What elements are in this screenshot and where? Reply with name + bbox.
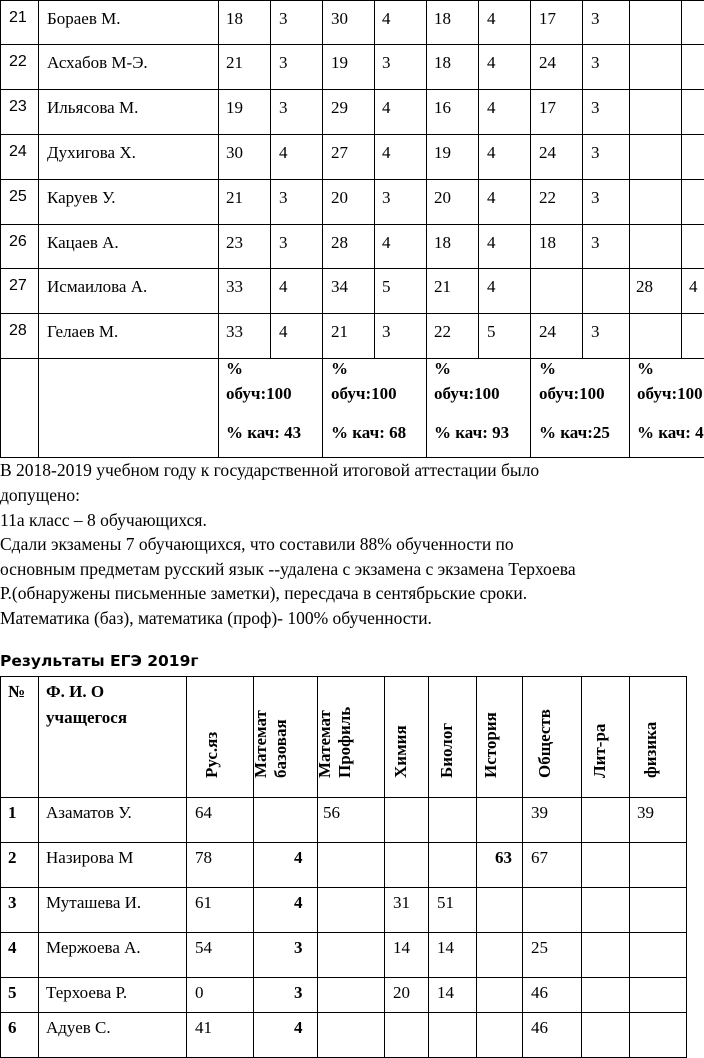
- exam-score: 67: [531, 848, 548, 867]
- score-cell: 18: [539, 233, 556, 252]
- row-number: 26: [9, 233, 27, 250]
- score-cell: 3: [279, 53, 288, 72]
- table-rule: [581, 676, 582, 1058]
- exam-score: 14: [437, 938, 454, 957]
- subject-header: Обществ: [535, 709, 554, 778]
- subject-header: История: [481, 712, 500, 778]
- table-rule: [384, 676, 385, 1058]
- row-number: 2: [8, 848, 17, 867]
- row-number: 22: [9, 53, 27, 70]
- score-cell: 19: [226, 98, 243, 117]
- summary-obuch: обуч:100: [331, 384, 397, 403]
- row-number: 1: [8, 803, 17, 822]
- table-rule: [629, 0, 630, 457]
- table-rule: [186, 676, 187, 1058]
- row-number: 6: [8, 1018, 17, 1037]
- subject-header: Математ: [315, 710, 334, 778]
- paragraph-line: основным предметам русский язык --удалена с экзамена с экзамена Терхоева: [0, 559, 576, 579]
- table-rule: [0, 268, 704, 269]
- score-cell: 29: [331, 98, 348, 117]
- exam-score: 4: [294, 893, 303, 912]
- subject-header: Химия: [391, 725, 410, 778]
- exam-score: 31: [393, 893, 410, 912]
- table-rule: [0, 1012, 686, 1013]
- score-cell: 3: [279, 9, 288, 28]
- row-number: 3: [8, 893, 17, 912]
- table-rule: [38, 676, 39, 1058]
- student-name: Терхоева Р.: [46, 983, 128, 1002]
- row-number: 23: [9, 98, 27, 115]
- student-name: Муташева И.: [46, 893, 142, 912]
- summary-quality: % кач: 4: [637, 423, 704, 442]
- summary-quality: % кач: 43: [226, 423, 302, 442]
- table-rule: [0, 0, 1, 457]
- table-rule: [218, 0, 219, 457]
- score-cell: 5: [382, 277, 391, 296]
- summary-percent: %: [331, 359, 348, 378]
- paragraph-line: Сдали экзамены 7 обучающихся, что составили 88% обученности по: [0, 534, 514, 554]
- score-cell: 3: [591, 322, 600, 341]
- student-name: Каруев У.: [47, 188, 116, 207]
- table-rule: [522, 676, 523, 1058]
- score-cell: 20: [331, 188, 348, 207]
- exam-score: 46: [531, 1018, 548, 1037]
- row-number: 4: [8, 938, 17, 957]
- student-name: Мержоева А.: [46, 938, 141, 957]
- score-cell: 4: [382, 233, 391, 252]
- exam-score: 14: [393, 938, 410, 957]
- score-cell: 4: [487, 277, 496, 296]
- summary-quality: % кач: 93: [434, 423, 510, 442]
- summary-quality: % кач:25: [539, 423, 610, 442]
- column-header-name-line2: учащегося: [46, 708, 128, 727]
- score-cell: 21: [331, 322, 348, 341]
- row-number: 24: [9, 143, 27, 160]
- paragraph-line: В 2018-2019 учебном году к государственной итоговой аттестации было: [0, 460, 540, 480]
- score-cell: 30: [226, 143, 243, 162]
- column-header-name: Ф. И. О: [46, 682, 105, 701]
- exam-score: 41: [195, 1018, 212, 1037]
- table-rule: [0, 676, 686, 677]
- score-cell: 3: [591, 188, 600, 207]
- score-cell: 3: [382, 53, 391, 72]
- summary-obuch: обуч:100: [434, 384, 500, 403]
- score-cell: 22: [539, 188, 556, 207]
- table-rule: [0, 179, 704, 180]
- student-name: Исмаилова А.: [47, 277, 148, 296]
- score-cell: 24: [539, 53, 556, 72]
- table-rule: [476, 676, 477, 1058]
- table-rule: [0, 358, 704, 359]
- exam-score: 61: [195, 893, 212, 912]
- score-cell: 4: [279, 277, 288, 296]
- exam-score: 46: [531, 983, 548, 1002]
- summary-percent: %: [539, 359, 556, 378]
- row-number: 21: [9, 9, 27, 26]
- score-cell: 5: [487, 322, 496, 341]
- summary-obuch: обуч:100: [226, 384, 292, 403]
- student-name: Гелаев М.: [47, 322, 119, 341]
- table-rule: [374, 0, 375, 358]
- table-rule: [322, 0, 323, 457]
- score-cell: 18: [434, 233, 451, 252]
- score-cell: 21: [226, 53, 243, 72]
- student-name: Ильясова М.: [47, 98, 139, 117]
- student-name: Кацаев А.: [47, 233, 119, 252]
- score-cell: 23: [226, 233, 243, 252]
- score-cell: 3: [591, 98, 600, 117]
- score-cell: 24: [539, 322, 556, 341]
- table-rule: [0, 224, 704, 225]
- table-rule: [38, 0, 39, 457]
- score-cell: 30: [331, 9, 348, 28]
- exam-score: 0: [195, 983, 204, 1002]
- subject-header: физика: [641, 721, 660, 778]
- paragraph-line: 11а класс – 8 обучающихся.: [0, 510, 207, 530]
- student-name: Асхабов М-Э.: [47, 53, 148, 72]
- table-rule: [0, 313, 704, 314]
- student-name: Духигова Х.: [47, 143, 136, 162]
- score-cell: 3: [591, 233, 600, 252]
- exam-score: 14: [437, 983, 454, 1002]
- paragraph-line: допущено:: [0, 485, 80, 505]
- table-rule: [426, 0, 427, 457]
- paragraph-line: Р.(обнаружены письменные заметки), пересдача в сентябрьские сроки.: [0, 583, 528, 603]
- score-cell: 22: [434, 322, 451, 341]
- table-rule: [0, 797, 686, 798]
- subject-header: Профиль: [335, 706, 354, 778]
- table-rule: [478, 0, 479, 358]
- score-cell: 18: [434, 53, 451, 72]
- exam-score: 39: [531, 803, 548, 822]
- score-cell: 3: [591, 9, 600, 28]
- exam-score: 3: [294, 938, 303, 957]
- table-rule: [270, 0, 271, 358]
- paragraph-line: Математика (баз), математика (проф)- 100% обученности.: [0, 608, 432, 628]
- score-cell: 17: [539, 9, 556, 28]
- exam-score: 4: [294, 848, 303, 867]
- subject-header: Лит-ра: [590, 723, 609, 778]
- score-cell: 4: [487, 188, 496, 207]
- score-cell: 27: [331, 143, 348, 162]
- student-name: Адуев С.: [46, 1018, 111, 1037]
- score-cell: 33: [226, 277, 243, 296]
- score-cell: 34: [331, 277, 348, 296]
- row-number: 25: [9, 188, 27, 205]
- score-cell: 3: [591, 143, 600, 162]
- score-cell: 4: [487, 233, 496, 252]
- table-rule: [0, 89, 704, 90]
- exam-score: 51: [437, 893, 454, 912]
- column-header-number: №: [8, 682, 26, 701]
- score-cell: 33: [226, 322, 243, 341]
- table-rule: [0, 842, 686, 843]
- score-cell: 20: [434, 188, 451, 207]
- exam-score: 4: [294, 1018, 303, 1037]
- subject-header: Рус.яз: [202, 731, 221, 778]
- score-cell: 4: [382, 143, 391, 162]
- subject-header: базовая: [271, 719, 290, 778]
- score-cell: 4: [689, 277, 698, 296]
- summary-percent: %: [434, 359, 451, 378]
- score-cell: 24: [539, 143, 556, 162]
- student-name: Бораев М.: [47, 9, 121, 28]
- score-cell: 19: [434, 143, 451, 162]
- score-cell: 19: [331, 53, 348, 72]
- score-cell: 3: [591, 53, 600, 72]
- exam-score: 63: [495, 848, 512, 867]
- score-cell: 18: [434, 9, 451, 28]
- score-cell: 4: [487, 143, 496, 162]
- score-cell: 21: [434, 277, 451, 296]
- table-rule: [681, 0, 682, 358]
- exam-score: 20: [393, 983, 410, 1002]
- score-cell: 3: [382, 188, 391, 207]
- table-rule: [0, 0, 704, 1]
- student-name: Азаматов У.: [46, 803, 132, 822]
- exam-score: 56: [323, 803, 340, 822]
- score-cell: 4: [487, 98, 496, 117]
- score-cell: 3: [279, 233, 288, 252]
- subject-header: Биолог: [437, 722, 456, 778]
- exam-score: 25: [531, 938, 548, 957]
- results-heading: Результаты ЕГЭ 2019г: [0, 652, 199, 670]
- exam-score: 54: [195, 938, 212, 957]
- score-cell: 28: [331, 233, 348, 252]
- score-cell: 3: [382, 322, 391, 341]
- summary-percent: %: [226, 359, 243, 378]
- score-cell: 4: [279, 143, 288, 162]
- subject-header: Математ: [251, 710, 270, 778]
- student-name: Назирова М: [46, 848, 134, 867]
- score-cell: 4: [382, 9, 391, 28]
- summary-quality: % кач: 68: [331, 423, 407, 442]
- table-rule: [0, 134, 704, 135]
- table-rule: [686, 676, 687, 1058]
- table-rule: [0, 977, 686, 978]
- exam-score: 78: [195, 848, 212, 867]
- exam-score: 39: [637, 803, 654, 822]
- table-rule: [0, 932, 686, 933]
- table-rule: [0, 676, 1, 1058]
- score-cell: 16: [434, 98, 451, 117]
- table-rule: [0, 44, 704, 45]
- score-cell: 17: [539, 98, 556, 117]
- exam-score: 64: [195, 803, 212, 822]
- row-number: 27: [9, 277, 27, 294]
- score-cell: 3: [279, 98, 288, 117]
- row-number: 5: [8, 983, 17, 1002]
- row-number: 28: [9, 322, 27, 339]
- score-cell: 4: [382, 98, 391, 117]
- score-cell: 28: [636, 277, 653, 296]
- table-rule: [582, 0, 583, 358]
- summary-obuch: обуч:100: [637, 384, 703, 403]
- table-rule: [0, 887, 686, 888]
- table-rule: [428, 676, 429, 1058]
- exam-score: 3: [294, 983, 303, 1002]
- summary-obuch: обуч:100: [539, 384, 605, 403]
- score-cell: 18: [226, 9, 243, 28]
- table-rule: [530, 0, 531, 457]
- score-cell: 3: [279, 188, 288, 207]
- table-rule: [629, 676, 630, 1058]
- score-cell: 21: [226, 188, 243, 207]
- score-cell: 4: [487, 9, 496, 28]
- summary-percent: %: [637, 359, 654, 378]
- score-cell: 4: [487, 53, 496, 72]
- score-cell: 4: [279, 322, 288, 341]
